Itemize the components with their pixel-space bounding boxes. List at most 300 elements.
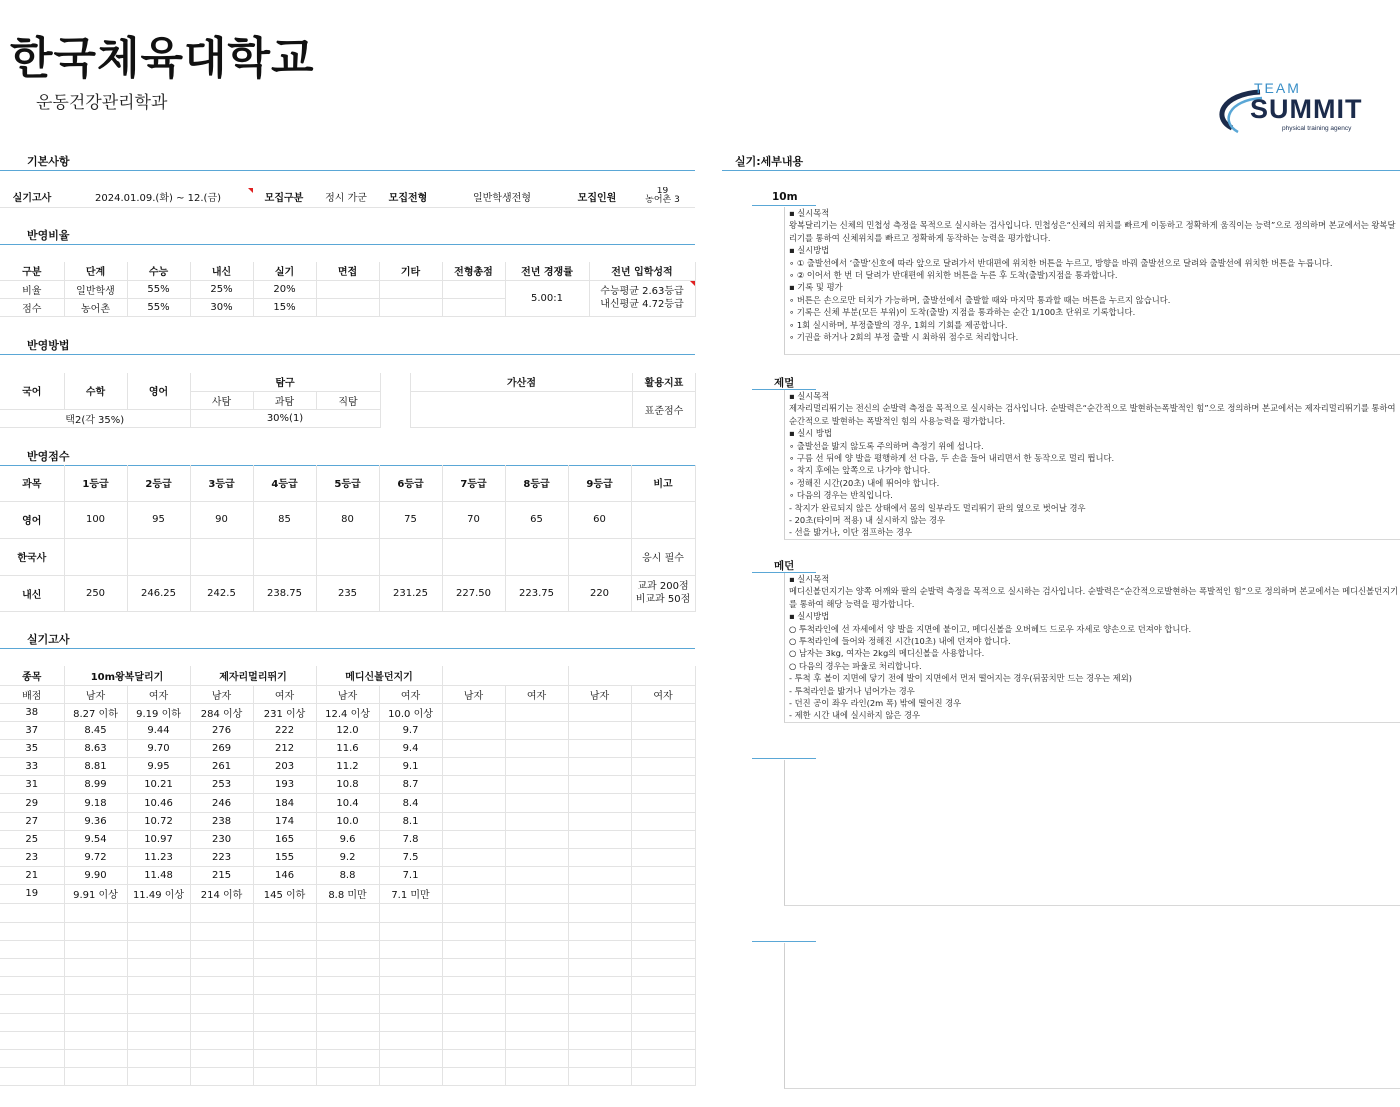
practical-cell <box>568 739 631 757</box>
practical-cell: 222 <box>253 721 316 739</box>
practical-cell <box>505 885 568 903</box>
practical-cell: 11.2 <box>316 758 379 776</box>
prev-admission-naesin: 내신평균 4.72등급 <box>600 299 684 310</box>
empty-cell <box>253 922 316 940</box>
score-cell <box>127 538 190 575</box>
ratio-header: 전형총점 <box>442 262 505 280</box>
detail-line: - 착지가 완료되지 않은 상태에서 몸의 일부라도 멀리뛰기 판의 옆으로 벗어날 경우 <box>789 502 1086 513</box>
recruit-process-label: 모집전형 <box>376 187 440 207</box>
score-cell: 70 <box>442 501 505 538</box>
practical-cell: 9.44 <box>127 721 190 739</box>
score-cell: 223.75 <box>505 575 568 611</box>
detail-underline <box>752 941 816 942</box>
empty-cell <box>253 995 316 1013</box>
practical-cell: 10.46 <box>127 794 190 812</box>
empty-cell <box>0 940 64 958</box>
practical-cell: 165 <box>253 830 316 848</box>
detail-line: - 투척 후 볼이 지면에 닿기 전에 발이 지면에서 먼저 떨어지는 경우(뒤꿈치만 드는 경우는 제외) <box>789 673 1132 684</box>
practical-cell: 7.1 미만 <box>379 885 442 903</box>
recruit-type-label: 모집구분 <box>252 187 316 207</box>
practical-cell: 19 <box>0 885 64 903</box>
practical-cell: 31 <box>0 776 64 794</box>
score-header: 6등급 <box>379 465 442 501</box>
practical-cell: 9.36 <box>64 812 127 830</box>
practical-subheader: 남자 <box>64 685 127 703</box>
score-note-curricular: 교과 200점 <box>637 581 689 592</box>
practical-cell <box>631 830 695 848</box>
practical-cell <box>505 776 568 794</box>
practical-cell: 9.18 <box>64 794 127 812</box>
practical-cell: 9.6 <box>316 830 379 848</box>
detail-line: ○ 투척라인에 들어와 정해진 시간(10초) 내에 던져야 합니다. <box>789 636 1011 647</box>
empty-row <box>0 977 695 995</box>
practical-cell: 9.19 이하 <box>127 703 190 721</box>
empty-cell <box>127 1068 190 1086</box>
empty-cell <box>316 1050 379 1068</box>
empty-cell <box>64 995 127 1013</box>
score-cell <box>379 538 442 575</box>
university-title: 한국체육대학교 <box>10 33 315 84</box>
score-naesin-label: 내신 <box>0 575 64 611</box>
empty-cell <box>631 959 695 977</box>
score-cell: 75 <box>379 501 442 538</box>
detail-line: ▪ 기록 및 평가 <box>789 282 843 293</box>
detail-line: - 제한 시간 내에 실시하지 않은 경우 <box>789 710 921 721</box>
practical-cell: 284 이상 <box>190 703 253 721</box>
logo-tagline: physical training agency <box>1282 125 1352 132</box>
practical-cell <box>568 867 631 885</box>
section-divider <box>0 170 695 171</box>
practical-cell: 7.5 <box>379 849 442 867</box>
practical-cell <box>505 758 568 776</box>
basic-info-table <box>0 187 695 208</box>
method-index: 활용지표 <box>633 373 696 391</box>
practical-subheader: 남자 <box>568 685 631 703</box>
empty-cell <box>127 1031 190 1049</box>
detail-line: ∘ 출발선을 밟지 않도록 주의하며 측정기 위에 섭니다. <box>789 440 984 451</box>
method-table <box>0 373 381 428</box>
empty-cell <box>442 959 505 977</box>
empty-row <box>0 1068 695 1086</box>
empty-cell <box>127 1013 190 1031</box>
score-cell: 90 <box>190 501 253 538</box>
detail-line: ∘ ① 출발선에서 ‘출발’신호에 따라 앞으로 달려가서 반대편에 위치한 버튼을 누르고, 방향을 바꿔 출발선으로 달려와 출발선에 위치한 버튼을 누릅니다. <box>789 257 1333 268</box>
detail-line: 제자리멀리뛰기는 전신의 순발력 측정을 목적으로 실시하는 검사입니다. 순발력은“순간적으로 발현하는폭발적인 힘”으로 정의하며 본교에서는 제자리멀리뛰기를 통하여 순간적으로 발현하는 폭발적인 힘의 사용능력을 평가합니다. <box>789 403 1396 426</box>
practical-cell <box>442 885 505 903</box>
practical-cell: 25 <box>0 830 64 848</box>
practical-cell <box>631 739 695 757</box>
practical-cell: 174 <box>253 812 316 830</box>
ratio-cell: 30% <box>190 298 253 316</box>
practical-cell <box>631 867 695 885</box>
detail-medeon <box>784 573 1400 723</box>
empty-cell <box>379 1013 442 1031</box>
detail-line: ∘ 기록은 신체 부분(모든 부위)이 도착(출발) 지점을 통과하는 순간 1/100초 단위로 기록합니다. <box>789 307 1136 318</box>
empty-cell <box>379 904 442 922</box>
practical-cell <box>505 812 568 830</box>
score-cell <box>253 538 316 575</box>
recruit-type: 정시 가군 <box>316 187 376 207</box>
practical-cell <box>568 703 631 721</box>
empty-cell <box>190 1068 253 1086</box>
practical-cell <box>442 758 505 776</box>
empty-cell <box>64 940 127 958</box>
score-eng-label: 영어 <box>0 501 64 538</box>
empty-cell <box>190 922 253 940</box>
practical-cell: 155 <box>253 849 316 867</box>
empty-cell <box>127 904 190 922</box>
practical-cell <box>631 776 695 794</box>
score-cell: 235 <box>316 575 379 611</box>
empty-cell <box>631 1050 695 1068</box>
detail-line: - 던진 공이 좌우 라인(2m 폭) 밖에 떨어진 경우 <box>789 698 962 709</box>
score-header: 9등급 <box>568 465 631 501</box>
team-summit-logo <box>1212 78 1392 140</box>
practical-cell <box>505 739 568 757</box>
practical-cell: 12.4 이상 <box>316 703 379 721</box>
empty-cell <box>316 1068 379 1086</box>
empty-cell <box>190 1050 253 1068</box>
empty-cell <box>0 977 64 995</box>
practical-cell: 10.4 <box>316 794 379 812</box>
ratio-header: 내신 <box>190 262 253 280</box>
section-detail: 실기:세부내용 <box>735 155 804 168</box>
practical-cell <box>442 721 505 739</box>
empty-cell <box>442 995 505 1013</box>
practical-subheader: 남자 <box>190 685 253 703</box>
practical-cell <box>442 776 505 794</box>
empty-cell <box>505 1031 568 1049</box>
practical-cell: 261 <box>190 758 253 776</box>
practical-cell: 8.8 미만 <box>316 885 379 903</box>
empty-cell <box>127 922 190 940</box>
detail-title-medeon: 메던 <box>774 560 795 572</box>
practical-cell <box>442 867 505 885</box>
empty-cell <box>253 1068 316 1086</box>
practical-cell: 12.0 <box>316 721 379 739</box>
detail-line: - 20초(타이머 적용) 내 실시하지 않는 경우 <box>789 515 946 526</box>
practical-row <box>0 794 695 812</box>
empty-cell <box>379 922 442 940</box>
detail-line: ○ 투척라인에 선 자세에서 양 발을 지면에 붙이고, 메디신볼을 오버헤드 드로우 자세로 양손으로 던져야 합니다. <box>789 623 1192 634</box>
prev-admission <box>589 280 695 316</box>
recruit-num-label: 모집인원 <box>564 187 630 207</box>
empty-cell <box>631 995 695 1013</box>
ratio-cell <box>316 298 379 316</box>
empty-cell <box>316 1013 379 1031</box>
method-kor: 국어 <box>0 373 64 409</box>
ratio-table <box>0 262 696 317</box>
practical-row <box>0 849 695 867</box>
practical-cell: 276 <box>190 721 253 739</box>
empty-cell <box>568 995 631 1013</box>
ratio-cell: 20% <box>253 280 316 298</box>
detail-line: ∘ 정해진 시간(20초) 내에 뛰어야 합니다. <box>789 477 940 488</box>
ratio-cell: 25% <box>190 280 253 298</box>
score-header: 8등급 <box>505 465 568 501</box>
empty-cell <box>442 1050 505 1068</box>
detail-underline <box>752 758 816 759</box>
practical-row <box>0 739 695 757</box>
practical-cell <box>442 703 505 721</box>
empty-row <box>0 922 695 940</box>
method-choice: 택2(각 35%) <box>0 409 190 427</box>
detail-line: ∘ 구름 선 뒤에 양 발을 평행하게 선 다음, 두 손을 들어 내리면서 한 동작으로 멀리 뜁니다. <box>789 453 1115 464</box>
practical-cell <box>631 849 695 867</box>
practical-cell: 203 <box>253 758 316 776</box>
empty-cell <box>64 1031 127 1049</box>
score-note-extracurricular: 비교과 50점 <box>635 594 691 605</box>
empty-cell <box>568 922 631 940</box>
empty-cell <box>64 1013 127 1031</box>
practical-subheader: 여자 <box>127 685 190 703</box>
ratio-cell: 농어촌 <box>64 298 127 316</box>
section-ratio: 반영비율 <box>27 229 70 242</box>
score-cell: 65 <box>505 501 568 538</box>
practical-cell: 9.91 이상 <box>64 885 127 903</box>
ratio-cell: 비율 <box>0 280 64 298</box>
empty-cell <box>316 977 379 995</box>
empty-cell <box>0 1031 64 1049</box>
score-cell: 60 <box>568 501 631 538</box>
ratio-header: 전년 경쟁률 <box>505 262 589 280</box>
empty-cell <box>505 977 568 995</box>
ratio-cell <box>316 280 379 298</box>
practical-cell: 246 <box>190 794 253 812</box>
empty-cell <box>253 959 316 977</box>
score-cell: 238.75 <box>253 575 316 611</box>
practical-cell: 35 <box>0 739 64 757</box>
practical-subheader: 여자 <box>631 685 695 703</box>
empty-cell <box>379 1050 442 1068</box>
practical-cell: 11.49 이상 <box>127 885 190 903</box>
ratio-cell: 점수 <box>0 298 64 316</box>
practical-cell <box>505 703 568 721</box>
empty-cell <box>568 977 631 995</box>
ratio-header: 기타 <box>379 262 442 280</box>
practical-cell: 8.99 <box>64 776 127 794</box>
practical-row <box>0 776 695 794</box>
detail-underline <box>752 205 816 206</box>
practical-cell: 223 <box>190 849 253 867</box>
empty-cell <box>0 1013 64 1031</box>
practical-cell: 10.0 이상 <box>379 703 442 721</box>
empty-cell <box>0 959 64 977</box>
empty-cell <box>631 1031 695 1049</box>
practical-cell <box>505 867 568 885</box>
score-cell <box>568 538 631 575</box>
empty-cell <box>64 1050 127 1068</box>
empty-cell <box>127 1050 190 1068</box>
practical-cell: 38 <box>0 703 64 721</box>
empty-cell <box>442 1068 505 1086</box>
practical-cell: 8.27 이하 <box>64 703 127 721</box>
practical-table <box>0 666 696 904</box>
empty-cell <box>190 977 253 995</box>
practical-cell: 215 <box>190 867 253 885</box>
score-header: 7등급 <box>442 465 505 501</box>
empty-row <box>0 940 695 958</box>
practical-cell: 10.97 <box>127 830 190 848</box>
department-subtitle: 운동건강관리학과 <box>36 93 168 113</box>
ratio-cell: 일반학생 <box>64 280 127 298</box>
empty-cell <box>442 922 505 940</box>
method-social: 사탐 <box>190 391 253 409</box>
score-cell <box>505 538 568 575</box>
score-cell <box>631 501 695 538</box>
practical-cell <box>568 849 631 867</box>
practical-row <box>0 867 695 885</box>
recruit-num <box>630 187 695 207</box>
empty-row <box>0 1031 695 1049</box>
empty-cell <box>568 904 631 922</box>
empty-cell <box>568 1050 631 1068</box>
practical-cell: 11.23 <box>127 849 190 867</box>
empty-cell <box>505 1050 568 1068</box>
empty-cell <box>64 904 127 922</box>
practical-cell <box>568 721 631 739</box>
method-eng: 영어 <box>127 373 190 409</box>
empty-cell <box>0 1050 64 1068</box>
score-cell: 100 <box>64 501 127 538</box>
ratio-header: 면접 <box>316 262 379 280</box>
section-divider <box>0 648 695 649</box>
method-index-value: 표준점수 <box>633 391 696 427</box>
practical-cell: 29 <box>0 794 64 812</box>
practical-subheader: 여자 <box>379 685 442 703</box>
detail-line: ○ 다음의 경우는 파울로 처리합니다. <box>789 660 922 671</box>
detail-line: ▪ 실시방법 <box>789 611 830 622</box>
empty-cell <box>190 1031 253 1049</box>
empty-cell <box>0 922 64 940</box>
score-naesin-note <box>631 575 695 611</box>
empty-cell <box>316 904 379 922</box>
empty-cell <box>505 922 568 940</box>
empty-cell <box>253 940 316 958</box>
exam-label: 실기고사 <box>0 187 64 207</box>
empty-cell <box>190 940 253 958</box>
practical-cell: 8.1 <box>379 812 442 830</box>
practical-cell: 11.6 <box>316 739 379 757</box>
practical-cell: 33 <box>0 758 64 776</box>
practical-cell: 8.63 <box>64 739 127 757</box>
prev-admission-suneung: 수능평균 2.63등급 <box>600 286 684 297</box>
practical-cell <box>442 812 505 830</box>
score-hist-label: 한국사 <box>0 538 64 575</box>
detail-line: ∘ 기권을 하거나 2회의 부정 출발 시 최하위 점수로 처리합니다. <box>789 332 1019 343</box>
practical-cell: 8.45 <box>64 721 127 739</box>
score-cell <box>64 538 127 575</box>
practical-subheader: 여자 <box>253 685 316 703</box>
score-header: 4등급 <box>253 465 316 501</box>
detail-jemul <box>784 390 1400 540</box>
score-cell: 80 <box>316 501 379 538</box>
practical-cell: 23 <box>0 849 64 867</box>
ratio-cell <box>379 298 442 316</box>
empty-cell <box>316 959 379 977</box>
empty-cell <box>0 1068 64 1086</box>
practical-cell: 269 <box>190 739 253 757</box>
practical-cell: 10.72 <box>127 812 190 830</box>
detail-line: 메디신볼던지기는 양쪽 어깨와 팔의 순발력 측정을 목적으로 실시하는 검사입니다. 순발력은“순간적으로발현하는 폭발적인 힘”으로 정의하며 본교에서는 메디신볼던지기를 통하여 해당 능력을 평가합니다. <box>789 586 1399 609</box>
empty-cell <box>568 959 631 977</box>
detail-line: ▪ 실시목적 <box>789 574 830 584</box>
detail-line: ∘ 다음의 경우는 반칙입니다. <box>789 490 893 501</box>
empty-cell <box>442 904 505 922</box>
practical-event-label: 종목 <box>0 666 64 685</box>
empty-cell <box>253 1013 316 1031</box>
score-cell: 85 <box>253 501 316 538</box>
score-cell: 250 <box>64 575 127 611</box>
score-cell <box>316 538 379 575</box>
empty-cell <box>505 995 568 1013</box>
empty-row <box>0 959 695 977</box>
practical-cell <box>505 721 568 739</box>
score-cell: 220 <box>568 575 631 611</box>
section-basic: 기본사항 <box>27 155 70 168</box>
empty-row <box>0 1050 695 1068</box>
empty-cell <box>253 1050 316 1068</box>
practical-cell <box>442 739 505 757</box>
prev-competition: 5.00:1 <box>505 280 589 316</box>
score-cell: 응시 필수 <box>631 538 695 575</box>
practical-cell <box>505 849 568 867</box>
practical-cell: 37 <box>0 721 64 739</box>
detail-line: ○ 남자는 3kg, 여자는 2kg의 메디신볼을 사용합니다. <box>789 648 985 659</box>
practical-cell <box>505 794 568 812</box>
practical-cell: 11.48 <box>127 867 190 885</box>
empty-cell <box>0 904 64 922</box>
empty-row <box>0 995 695 1013</box>
practical-cell: 253 <box>190 776 253 794</box>
practical-subheader: 배점 <box>0 685 64 703</box>
score-header: 2등급 <box>127 465 190 501</box>
detail-line: ▪ 실시목적 <box>789 391 830 401</box>
empty-cell <box>253 904 316 922</box>
detail-10m <box>784 207 1400 355</box>
comment-marker <box>248 188 253 193</box>
empty-cell <box>190 1013 253 1031</box>
practical-cell: 212 <box>253 739 316 757</box>
empty-cell <box>442 977 505 995</box>
empty-cell <box>190 959 253 977</box>
practical-cell: 184 <box>253 794 316 812</box>
detail-line: - 투척라인을 밟거나 넘어가는 경우 <box>789 685 915 696</box>
score-cell <box>190 538 253 575</box>
detail-line: ∘ 1회 실시하며, 부정출발의 경우, 1회의 기회를 제공합니다. <box>789 319 1008 330</box>
method-inquiry: 탐구 <box>190 373 380 391</box>
section-practical: 실기고사 <box>27 633 70 646</box>
empty-cell <box>379 1031 442 1049</box>
empty-cell <box>631 904 695 922</box>
detail-line: ∘ ② 이어서 한 번 더 달려가 반대편에 위치한 버튼을 누른 후 도착(출발)지점을 통과합니다. <box>789 270 1118 281</box>
practical-row <box>0 721 695 739</box>
empty-cell <box>505 1068 568 1086</box>
practical-cell <box>568 885 631 903</box>
practical-event <box>568 666 695 685</box>
practical-cell: 146 <box>253 867 316 885</box>
empty-cell <box>631 977 695 995</box>
ratio-cell <box>379 280 442 298</box>
empty-cell <box>190 904 253 922</box>
practical-cell: 9.70 <box>127 739 190 757</box>
method-bonus-table <box>410 373 696 428</box>
empty-cell <box>379 959 442 977</box>
empty-cell <box>316 995 379 1013</box>
ratio-header: 단계 <box>64 262 127 280</box>
practical-cell <box>631 812 695 830</box>
ratio-cell <box>442 280 505 298</box>
